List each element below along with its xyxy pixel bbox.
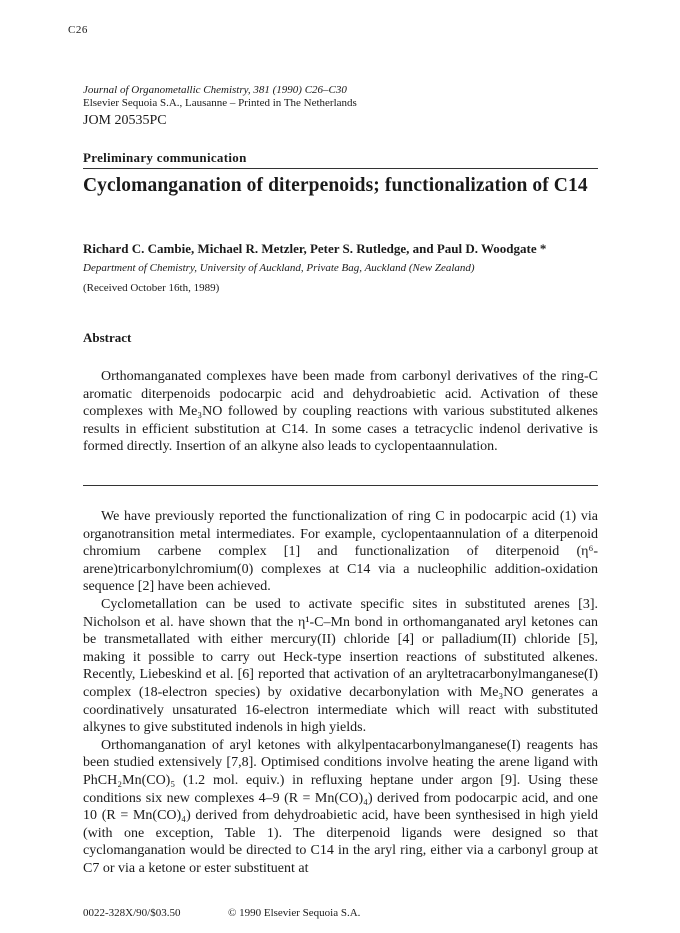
body-paragraph-2: Cyclometallation can be used to activate specific sites in substituted arenes [3]. Nicholson et al. have shown that the η¹-C–Mn bond in orthomanganated aryl ketones can be transmetallated with either mercury(II) chloride [4] or palladium(II) chloride [5], making it possible to carry out Heck-type insertion reactions of substituted alkenes. Recently, Liebeskind et al. [6] reported that activation of an aryltetracarbonylmanganese(I) complex (18-electron species) by oxidative decarbonylation with Me₃NO generates a coordinatively unsaturated 16-electron intermediate which will react with substituted alkynes to give substituted indenols in high yields. — [83, 596, 598, 736]
header-divider — [83, 168, 598, 169]
page-number: C26 — [68, 24, 88, 36]
journal-citation: Journal of Organometallic Chemistry, 381 (1990) C26–C30 — [83, 84, 347, 96]
body-paragraph-3: Orthomanganation of aryl ketones with alkylpentacarbonylmanganese(I) reagents has been studied extensively [7,8]. Optimised conditions involve heating the arene ligand with PhCH₂Mn(CO)₅ (1.2 mol. equiv.) in refluxing heptane under argon [9]. Using these conditions six new complexes 4–9 (R = Mn(CO)₄) derived from podocarpic acid, and one 10 (R = Mn(CO)₄) derived from dehydroabietic acid, have been synthesised in high yield (with one exception, Table 1). The diterpenoid ligands were designed so that cyclomanganation would be directed to C14 in the aryl ring, either via a carbonyl group at C7 or via a ketone or ester substituent at — [83, 737, 598, 876]
abstract-text: Orthomanganated complexes have been made from carbonyl derivatives of the ring-C aromatic diterpenoids podocarpic acid and dehydroabietic acid. Activation of these complexes with Me₃NO followed by coupling reactions with various substituted alkenes results in efficient substitution at C14. In some cases a tetracyclic indenol derivative is formed directly. Insertion of an alkyne also leads to cyclopentaannulation. — [83, 369, 598, 455]
body-paragraph-1: We have previously reported the functionalization of ring C in podocarpic acid (1) via organotransition metal intermediates. For example, cyclopentaannulation of a diterpenoid chromium carbene complex [1] and functionalization of diterpenoid (η⁶-arene)tricarbonylchromium(0) complexes at C14 via a nucleophilic addition-oxidation sequence [2] have been achieved. — [83, 509, 598, 595]
received-date: (Received October 16th, 1989) — [83, 282, 220, 294]
section-label: Preliminary communication — [83, 150, 247, 165]
author-list: Richard C. Cambie, Michael R. Metzler, Peter S. Rutledge, and Paul D. Woodgate * — [83, 241, 547, 256]
main-body — [83, 508, 598, 877]
footer-code: 0022-328X/90/$03.50 — [83, 907, 181, 919]
affiliation: Department of Chemistry, University of Auckland, Private Bag, Auckland (New Zealand) — [83, 262, 475, 274]
article-code: JOM 20535PC — [83, 113, 167, 128]
footer-copyright: © 1990 Elsevier Sequoia S.A. — [228, 907, 361, 919]
article-title: Cyclomanganation of diterpenoids; functionalization of C14 — [83, 175, 588, 196]
abstract-divider — [83, 485, 598, 486]
abstract-body — [83, 368, 598, 456]
publisher-line: Elsevier Sequoia S.A., Lausanne – Printed in The Netherlands — [83, 97, 357, 109]
abstract-heading: Abstract — [83, 330, 132, 345]
